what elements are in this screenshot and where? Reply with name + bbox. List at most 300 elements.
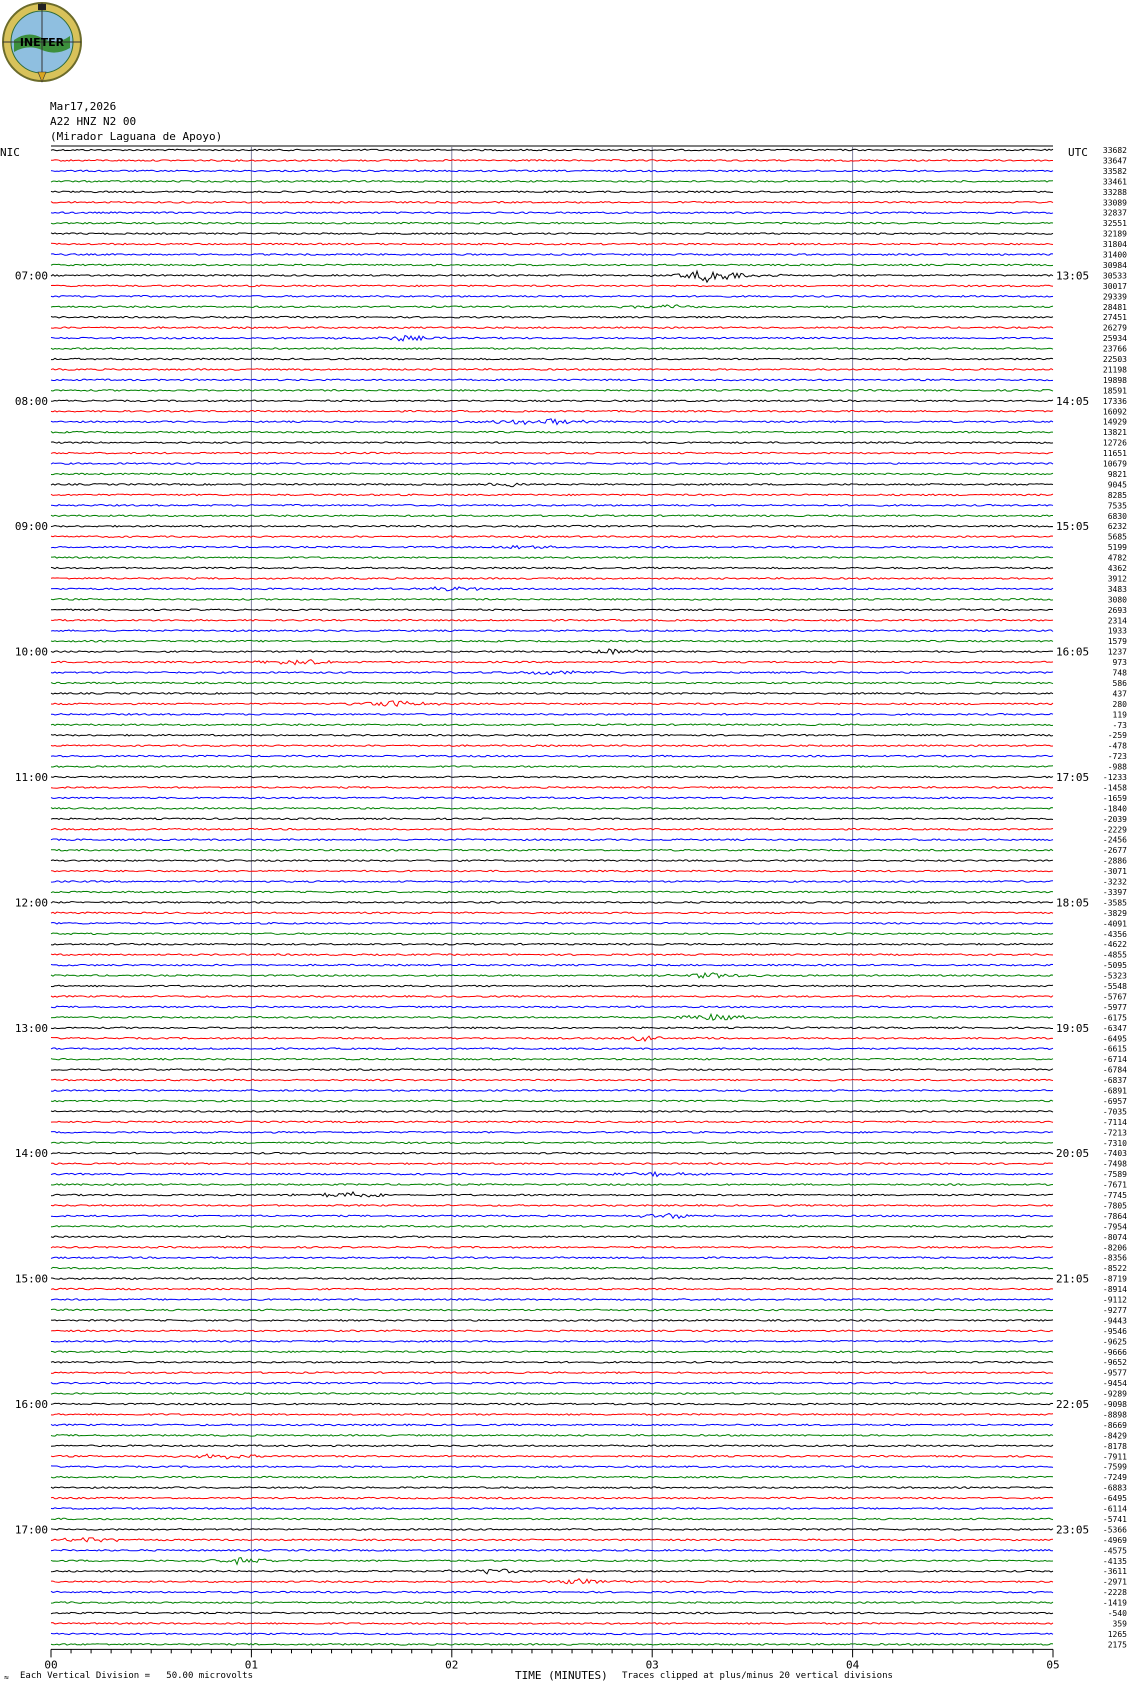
seismic-trace [51,619,1053,621]
seismic-trace [51,557,1053,559]
seismic-trace [51,358,1053,360]
seismic-trace [51,1403,1053,1405]
trace-offset-label: -5323 [1102,971,1127,981]
seismic-trace [51,973,1053,978]
trace-offset-label: -7035 [1102,1107,1127,1117]
clip-note: Traces clipped at plus/minus 20 vertical divisions [622,1671,893,1681]
trace-offset-label: 23766 [1102,344,1127,354]
seismic-trace [51,1058,1053,1060]
left-hour-label: 11:00 [14,771,48,784]
trace-offset-label: -4575 [1102,1546,1127,1556]
left-hour-label: 16:00 [14,1398,48,1411]
seismic-trace [51,1048,1053,1050]
seismic-trace [51,181,1053,183]
seismic-trace [51,1518,1053,1520]
seismic-trace [51,1476,1053,1478]
trace-offset-label: 31400 [1102,250,1127,260]
trace-offset-label: 30017 [1102,281,1127,291]
trace-offset-label: 2175 [1107,1640,1127,1650]
seismic-trace [51,734,1053,736]
seismic-trace [51,1569,1053,1574]
seismic-trace [51,1361,1053,1363]
seismic-trace [51,787,1053,789]
seismic-trace [51,1132,1053,1134]
seismic-trace [51,271,1053,282]
seismic-trace [51,660,1053,665]
trace-offset-label: -6714 [1102,1055,1127,1065]
seismic-trace [51,348,1053,350]
seismic-trace [51,1341,1053,1343]
seismic-trace [51,1069,1053,1071]
seismic-trace [51,1090,1053,1092]
trace-offset-label: 12726 [1102,438,1127,448]
seismic-trace [51,525,1053,527]
right-hour-label: 20:05 [1056,1147,1090,1161]
trace-offset-label: 586 [1112,678,1127,688]
seismic-trace [51,1497,1053,1499]
seismic-trace [51,316,1053,318]
seismic-trace [51,1435,1053,1437]
trace-offset-label: -7599 [1102,1462,1127,1472]
right-hour-label: 15:05 [1056,520,1090,534]
left-hour-label: 13:00 [14,1021,48,1035]
seismic-trace [51,1014,1053,1020]
seismic-trace [51,1529,1053,1531]
trace-offset-label: -8178 [1102,1441,1127,1451]
seismic-trace [51,149,1053,151]
seismic-trace [51,1414,1053,1416]
x-tick-label: 04 [845,1658,860,1672]
seismic-trace [51,640,1053,642]
trace-offset-label: -2677 [1102,846,1127,856]
trace-offset-label: -3071 [1102,867,1127,877]
seismic-trace [51,870,1053,872]
trace-offset-label: -2971 [1102,1577,1127,1587]
seismic-trace [51,797,1053,799]
trace-offset-label: -4135 [1102,1556,1127,1566]
trace-offset-label: 19898 [1102,375,1127,385]
seismic-trace [51,1320,1053,1322]
seismic-trace [51,1372,1053,1374]
right-hour-label: 16:05 [1056,645,1090,659]
seismic-trace [51,808,1053,810]
trace-offset-label: 29339 [1102,292,1127,302]
trace-offset-label: 7535 [1107,501,1127,511]
seismic-trace [51,1278,1053,1280]
trace-offset-label: -8356 [1102,1253,1127,1263]
trace-offset-label: 26279 [1102,323,1127,333]
seismic-trace [51,212,1053,214]
seismic-trace [51,943,1053,945]
seismic-trace [51,1644,1053,1646]
seismic-trace [51,828,1053,830]
trace-offset-label: -9652 [1102,1358,1127,1368]
trace-offset-label: -5767 [1102,992,1127,1002]
right-hour-label: 19:05 [1056,1021,1090,1035]
trace-offset-label: -7310 [1102,1138,1127,1148]
seismic-trace [51,964,1053,966]
seismic-trace [51,243,1053,245]
x-tick-label: 05 [1046,1658,1060,1672]
left-hour-label: 14:00 [14,1147,48,1161]
trace-offset-label: -9454 [1102,1379,1127,1389]
trace-offset-label: 119 [1112,710,1127,720]
seismic-trace [51,222,1053,224]
trace-offset-label: -5548 [1102,982,1127,991]
seismic-trace [51,714,1053,716]
seismic-trace [51,1602,1053,1604]
trace-offset-label: -9625 [1102,1337,1127,1347]
trace-offset-label: -8669 [1102,1420,1127,1430]
trace-offset-label: 33682 [1102,146,1127,155]
trace-offset-label: -3611 [1102,1567,1127,1577]
trace-offset-label: 5199 [1107,543,1127,553]
trace-offset-label: -6175 [1102,1013,1127,1023]
seismic-trace [51,1142,1053,1144]
trace-offset-label: 9821 [1107,469,1127,479]
trace-offset-label: -5977 [1102,1002,1127,1012]
seismic-trace [51,369,1053,371]
seismic-trace [51,1006,1053,1008]
seismic-trace [51,546,1053,549]
trace-offset-label: -6957 [1102,1096,1127,1106]
x-tick-label: 03 [645,1658,659,1672]
seismic-trace [51,630,1053,632]
vertical-gridlines [251,147,852,1648]
seismic-trace [51,1558,1053,1565]
right-hour-label: 22:05 [1056,1398,1090,1411]
right-hour-label: 23:05 [1056,1523,1090,1537]
seismic-trace [51,1487,1053,1489]
seismic-trace [51,1330,1053,1332]
seismic-trace [51,379,1053,381]
seismic-trace [51,264,1053,266]
trace-offset-label: -7864 [1102,1211,1127,1221]
seismic-trace [51,1257,1053,1259]
seismic-trace [51,170,1053,172]
trace-offset-label: -6784 [1102,1065,1127,1075]
seismic-trace [51,336,1053,341]
x-tick-label: 02 [445,1658,459,1672]
trace-offset-label: -9289 [1102,1389,1127,1399]
trace-offset-label: -7213 [1102,1128,1127,1138]
seismic-trace [51,1172,1053,1177]
trace-offset-label: -1840 [1102,804,1127,814]
trace-offset-label: -7498 [1102,1159,1127,1169]
trace-offset-label: -2456 [1102,835,1127,845]
seismic-trace [51,473,1053,475]
seismic-trace [51,1623,1053,1625]
trace-offset-label: 1265 [1107,1629,1127,1639]
trace-offset-label: -9666 [1102,1347,1127,1357]
trace-offset-label: -3397 [1102,887,1127,897]
trace-offset-label: -4969 [1102,1535,1127,1545]
trace-offset-label: -9098 [1102,1400,1127,1409]
trace-offset-label: -2228 [1102,1588,1127,1598]
trace-offset-label: -7403 [1102,1149,1127,1159]
trace-offset-label: -4855 [1102,950,1127,960]
trace-offset-label: -723 [1107,752,1127,762]
seismic-trace [51,1027,1053,1029]
seismic-trace [51,649,1053,654]
seismic-trace [51,1214,1053,1219]
right-hour-label: 13:05 [1056,269,1090,283]
trace-offset-label: 6830 [1107,511,1127,521]
trace-offset-label: -5366 [1102,1525,1127,1535]
seismic-trace [51,996,1053,998]
station-label: A22 HNZ N2 00 [50,115,137,128]
seismic-trace [51,1591,1053,1593]
seismic-trace [51,724,1053,726]
corner-mark: ≈ [4,1673,9,1682]
seismic-trace [51,305,1053,308]
trace-offset-label: -7745 [1102,1191,1127,1200]
trace-offset-label: -9577 [1102,1368,1127,1378]
trace-offset-label: 30533 [1102,271,1127,281]
seismic-trace [51,578,1053,580]
seismic-trace [51,933,1053,935]
seismic-trace [51,923,1053,925]
trace-offset-label: -7114 [1102,1117,1127,1127]
seismic-trace [51,1612,1053,1614]
seismic-trace [51,536,1053,538]
trace-offset-label: -259 [1107,731,1127,741]
seismic-trace [51,701,1053,706]
left-hour-label: 17:00 [14,1523,48,1537]
seismic-trace [51,1205,1053,1207]
seismic-trace [51,1267,1053,1269]
seismic-trace [51,327,1053,329]
trace-offset-label: -8074 [1102,1232,1127,1242]
trace-offset-label: 1579 [1107,637,1127,647]
trace-offset-label: 33647 [1102,156,1127,166]
trace-offset-label: 32837 [1102,208,1127,218]
seismic-trace [51,954,1053,956]
trace-offset-label: 33288 [1102,187,1127,197]
trace-offset-label: -3829 [1102,908,1127,918]
seismic-trace [51,985,1053,987]
right-hour-label: 14:05 [1056,394,1090,408]
trace-offset-label: -1419 [1102,1598,1127,1608]
seismic-trace [51,766,1053,768]
left-hour-label: 10:00 [14,645,48,659]
trace-offset-label: -2229 [1102,825,1127,835]
trace-offset-label: 10679 [1102,459,1127,469]
trace-offset-label: 2314 [1107,616,1127,626]
seismic-trace [51,233,1053,235]
x-axis-title: TIME (MINUTES) [515,1669,608,1682]
seismic-trace [51,1508,1053,1510]
trace-offset-label: 6232 [1107,522,1127,532]
seismic-trace [51,285,1053,287]
trace-offset-label: -1659 [1102,793,1127,803]
seismic-trace [51,452,1053,454]
trace-offset-label: 3483 [1107,584,1127,594]
seismic-trace [51,1152,1053,1154]
trace-offset-label: -7805 [1102,1201,1127,1211]
right-timezone-label: UTC [1068,146,1088,159]
trace-offset-label: -8206 [1102,1243,1127,1253]
seismic-trace [51,201,1053,203]
seismic-trace [51,755,1053,757]
seismic-trace [51,682,1053,684]
seismic-trace [51,1226,1053,1228]
trace-offset-label: -7911 [1102,1452,1127,1462]
seismic-trace [51,1538,1053,1542]
trace-offset-label: 11651 [1102,449,1127,459]
trace-offset-label: 437 [1112,689,1127,699]
trace-offset-label: -9112 [1102,1295,1127,1305]
trace-offset-label: -6837 [1102,1076,1127,1086]
trace-offset-label: 8285 [1107,490,1127,500]
trace-offset-label: -8914 [1102,1285,1127,1295]
trace-offset-label: -6114 [1102,1504,1127,1514]
seismic-trace [51,419,1053,425]
trace-offset-label: -8719 [1102,1274,1127,1284]
trace-offset-label: 18591 [1102,386,1127,396]
trace-offset-label: 3080 [1107,595,1127,605]
trace-offset-label: 33089 [1102,198,1127,208]
x-tick-label: 00 [44,1658,58,1672]
seismic-trace [51,1393,1053,1395]
trace-offset-label: -1458 [1102,783,1127,793]
trace-offset-label: -9443 [1102,1316,1127,1326]
logo-text: INETER [19,36,65,49]
trace-offset-label: 4782 [1107,553,1127,563]
trace-offset-label: -1233 [1102,773,1127,782]
seismic-trace [51,1309,1053,1311]
seismic-trace [51,1036,1053,1041]
seismic-trace [51,1382,1053,1384]
left-hour-label: 12:00 [14,896,48,910]
trace-offset-label: 17336 [1102,396,1127,406]
trace-group [51,149,1053,1645]
seismic-trace [51,515,1053,517]
trace-offset-label: -3232 [1102,877,1127,887]
trace-offset-label: 2693 [1107,605,1127,615]
trace-offset-label: -8522 [1102,1264,1127,1274]
left-hour-label: 08:00 [14,394,48,408]
seismic-trace [51,1100,1053,1102]
scale-note: Each Vertical Division = 50.00 microvolts [20,1671,253,1681]
seismic-trace [51,1351,1053,1353]
trace-offset-label: -988 [1107,762,1127,772]
seismic-trace [51,1466,1053,1468]
trace-offset-label: -2039 [1102,814,1127,824]
seismic-trace [51,891,1053,893]
left-timezone-label: NIC [0,146,20,159]
trace-offset-label: -73 [1112,720,1127,730]
seismic-trace [51,191,1053,193]
seismic-trace [51,567,1053,569]
left-hour-label: 15:00 [14,1272,48,1286]
trace-offset-label: 32189 [1102,229,1127,239]
trace-offset-label: 748 [1112,668,1127,678]
trace-offset-label: 13821 [1102,428,1127,438]
seismic-trace [51,912,1053,914]
trace-offset-label: 32551 [1102,219,1127,229]
trace-offset-label: -5741 [1102,1514,1127,1524]
trace-offset-label: 22503 [1102,355,1127,364]
trace-offset-label: 28481 [1102,302,1127,312]
seismic-trace [51,1192,1053,1197]
trace-offset-label: -2886 [1102,856,1127,866]
trace-offset-label: -9546 [1102,1326,1127,1336]
seismic-trace [51,587,1053,591]
left-hour-label: 07:00 [14,269,48,283]
seismic-trace [51,1184,1053,1186]
trace-offset-label: -7589 [1102,1170,1127,1180]
seismic-trace [51,463,1053,465]
left-hour-label: 09:00 [14,520,48,534]
trace-offset-label: -5095 [1102,961,1127,971]
seismic-trace [51,1246,1053,1248]
trace-offset-label: -9277 [1102,1305,1127,1315]
trace-offset-label: -7954 [1102,1222,1127,1232]
trace-offset-label: -478 [1107,741,1127,751]
trace-offset-label: 280 [1112,699,1127,709]
seismic-trace [51,1121,1053,1123]
seismic-trace [51,1163,1053,1165]
seismic-trace [51,1424,1053,1426]
seismic-trace [51,1454,1053,1459]
right-hour-label: 18:05 [1056,896,1090,910]
trace-offset-label: -3585 [1102,898,1127,908]
seismic-trace [51,745,1053,747]
seismic-trace [51,671,1053,675]
seismic-trace [51,1079,1053,1081]
axis-labels [15,146,1127,1671]
seismic-trace [51,902,1053,904]
trace-offset-label: 31804 [1102,240,1127,250]
trace-offset-label: -6495 [1102,1494,1127,1504]
trace-offset-label: 25934 [1102,334,1127,344]
seismic-trace [51,1299,1053,1301]
x-tick-label: 01 [244,1658,259,1672]
trace-offset-label: -4622 [1102,940,1127,950]
trace-offset-label: 30984 [1102,260,1127,270]
seismic-trace [51,1111,1053,1113]
seismic-trace [51,1579,1053,1584]
trace-offset-label: -8898 [1102,1410,1127,1420]
seismic-trace [51,505,1053,507]
trace-offset-label: -8429 [1102,1431,1127,1441]
seismic-trace [51,776,1053,778]
seismic-trace [51,494,1053,496]
trace-offset-label: -6891 [1102,1086,1127,1096]
right-hour-label: 21:05 [1056,1272,1090,1286]
trace-offset-label: -7671 [1102,1180,1127,1190]
seismic-trace [51,818,1053,820]
right-hour-label: 17:05 [1056,771,1090,784]
trace-offset-label: 5685 [1107,532,1127,542]
seismic-trace [51,442,1053,444]
seismic-trace [51,1236,1053,1238]
trace-offset-label: -6883 [1102,1483,1127,1493]
seismic-trace [51,1288,1053,1290]
trace-offset-label: 33582 [1102,166,1127,176]
trace-offset-label: -540 [1107,1609,1127,1618]
date-label: Mar17,2026 [50,100,117,113]
site-label: (Mirador Laguana de Apoyo) [50,130,223,143]
trace-offset-label: -7249 [1102,1473,1127,1483]
seismic-trace [51,254,1053,256]
trace-offset-label: 27451 [1102,313,1127,323]
trace-offset-label: 16092 [1102,407,1127,417]
trace-offset-label: 973 [1112,658,1127,668]
seismic-trace [51,860,1053,862]
seismic-trace [51,849,1053,851]
